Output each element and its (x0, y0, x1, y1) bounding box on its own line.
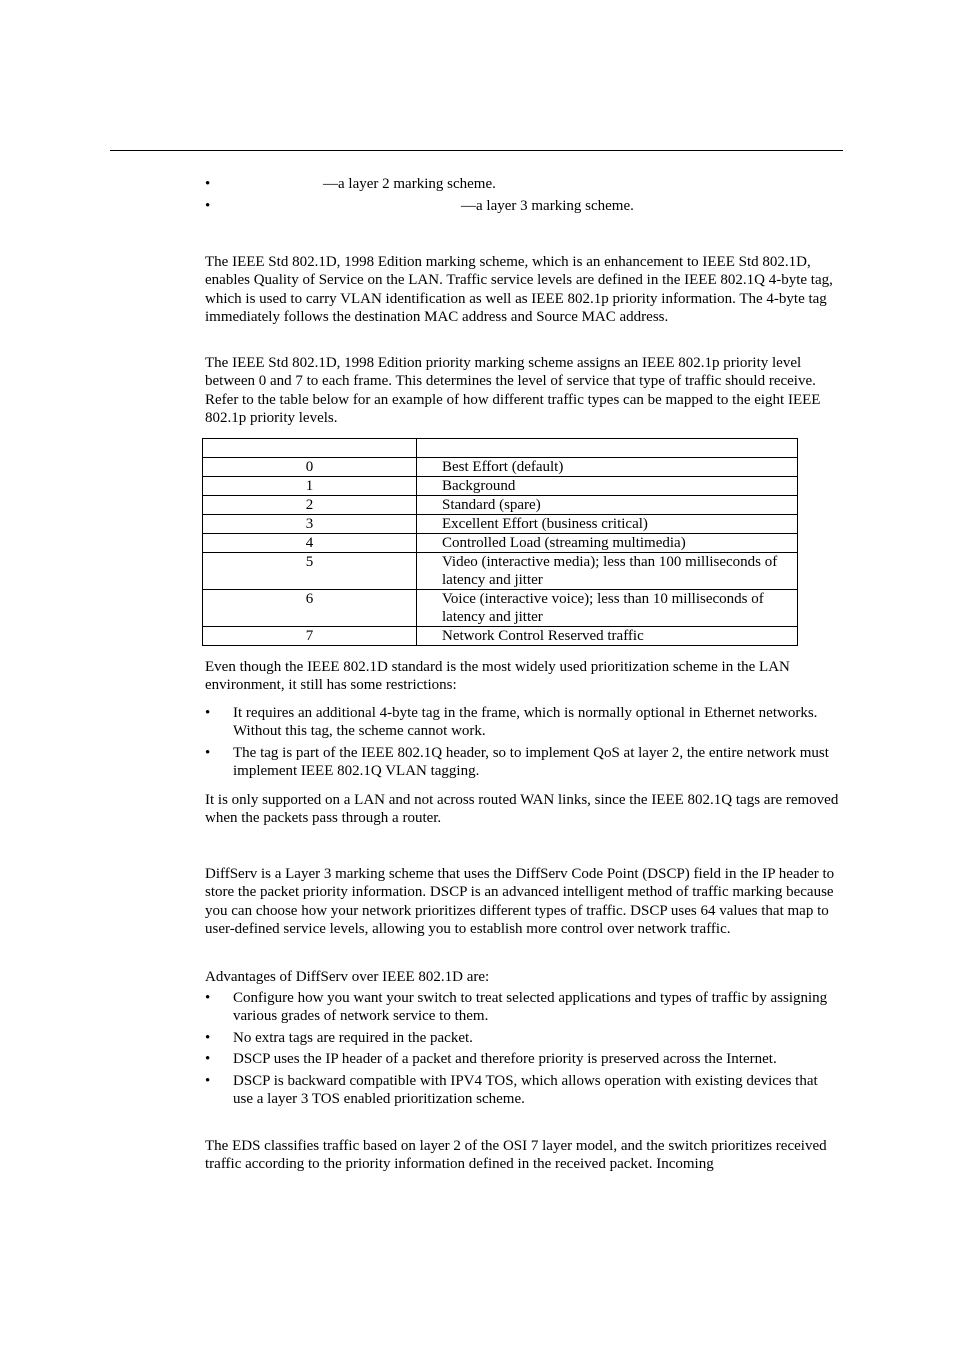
priority-level: 0 (203, 458, 417, 477)
bullet: • (205, 744, 211, 761)
restrictions-list (205, 704, 841, 784)
traffic-type: Video (interactive media); less than 100 milliseconds of latency and jitter (417, 553, 798, 590)
list-item-text: The tag is part of the IEEE 802.1Q header, so to implement QoS at layer 2, the entire network must implement IEEE 802.1Q VLAN tagging. (233, 744, 829, 780)
paragraph-advantages-intro: Advantages of DiffServ over IEEE 802.1D are: (205, 969, 490, 985)
bullet: • (205, 198, 211, 214)
traffic-type: Standard (spare) (417, 496, 798, 515)
list-item (205, 704, 841, 741)
table-header-row (203, 439, 798, 458)
priority-level: 5 (203, 553, 417, 590)
priority-table (202, 438, 798, 646)
priority-level: 2 (203, 496, 417, 515)
list-item-text: —a layer 2 marking scheme. (323, 176, 496, 192)
priority-level: 6 (203, 590, 417, 627)
traffic-type: Background (417, 477, 798, 496)
paragraph-restrictions-intro: Even though the IEEE 802.1D standard is the most widely used prioritization scheme in the LAN environment, it still has some restrictions: (205, 659, 790, 694)
paragraph-lan-only: It is only supported on a LAN and not across routed WAN links, since the IEEE 802.1Q tags are removed when the packets pass through a router. (205, 792, 839, 827)
table-row (203, 553, 798, 590)
table-row (203, 496, 798, 515)
bullet: • (205, 705, 211, 721)
list-item-text: DSCP is backward compatible with IPV4 TOS, which allows operation with existing devices that use a layer 3 TOS enabled prioritization scheme. (233, 1072, 818, 1108)
priority-level: 7 (203, 627, 417, 646)
table-row (203, 458, 798, 477)
table-row (203, 515, 798, 534)
advantages-list (205, 989, 841, 1111)
bullet: • (205, 1029, 211, 1046)
table-header-type (417, 439, 798, 458)
paragraph-8021d-intro: The IEEE Std 802.1D, 1998 Edition marking scheme, which is an enhancement to IEEE Std 802.1D, enables Quality of Service on the LAN. Traffic service levels are defined in the IEEE 802.1Q 4-byte tag, which is used to carry VLAN identification as well as IEEE 802.1p priority information. The 4-byte tag immediately follows the destination MAC address and Source MAC address. (205, 254, 833, 326)
paragraph-priority-levels: The IEEE Std 802.1D, 1998 Edition priority marking scheme assigns an IEEE 802.1p priority level between 0 and 7 to each frame. This determines the level of service that type of traffic should receive. Refer to the table below for an example of how different traffic types can be mapped to the eight IEEE 802.1p priority levels. (205, 355, 821, 427)
priority-level: 4 (203, 534, 417, 553)
bullet: • (205, 990, 211, 1006)
traffic-type: Best Effort (default) (417, 458, 798, 477)
table-row (203, 534, 798, 553)
paragraph-diffserv: DiffServ is a Layer 3 marking scheme that uses the DiffServ Code Point (DSCP) field in the IP header to store the packet priority information. DSCP is an advanced intelligent method of traffic marking because you can choose how your network prioritizes different types of traffic. DSCP uses 64 values that map to user-defined service levels, allowing you to establish more control over network traffic. (205, 866, 835, 938)
list-item (205, 989, 841, 1026)
traffic-type: Controlled Load (streaming multimedia) (417, 534, 798, 553)
traffic-type: Network Control Reserved traffic (417, 627, 798, 646)
table-row (203, 590, 798, 627)
bullet: • (205, 176, 211, 192)
table-row (203, 627, 798, 646)
list-item-text: —a layer 3 marking scheme. (461, 198, 634, 214)
list-item (205, 1050, 841, 1068)
list-item (205, 1029, 841, 1047)
list-item-text: DSCP uses the IP header of a packet and therefore priority is preserved across the Internet. (233, 1051, 777, 1068)
list-item-text: Configure how you want your switch to treat selected applications and types of traffic by assigning various grades of network service to them. (233, 990, 828, 1025)
list-item (205, 744, 841, 781)
priority-level: 1 (203, 477, 417, 496)
list-item-text: It requires an additional 4-byte tag in the frame, which is normally optional in Ethernet networks. Without this tag, the scheme cannot work. (233, 705, 818, 740)
bullet: • (205, 1072, 211, 1089)
list-item (205, 1072, 841, 1109)
list-item-text: No extra tags are required in the packet. (233, 1029, 473, 1046)
bullet: • (205, 1051, 211, 1068)
priority-level: 3 (203, 515, 417, 534)
traffic-type: Voice (interactive voice); less than 10 milliseconds of latency and jitter (417, 590, 798, 627)
table-row (203, 477, 798, 496)
table-header-level (203, 439, 417, 458)
traffic-type: Excellent Effort (business critical) (417, 515, 798, 534)
header-rule (110, 150, 843, 151)
paragraph-eds-classification: The EDS classifies traffic based on layer 2 of the OSI 7 layer model, and the switch prioritizes received traffic according to the priority information defined in the received packet. Incoming (205, 1138, 827, 1173)
